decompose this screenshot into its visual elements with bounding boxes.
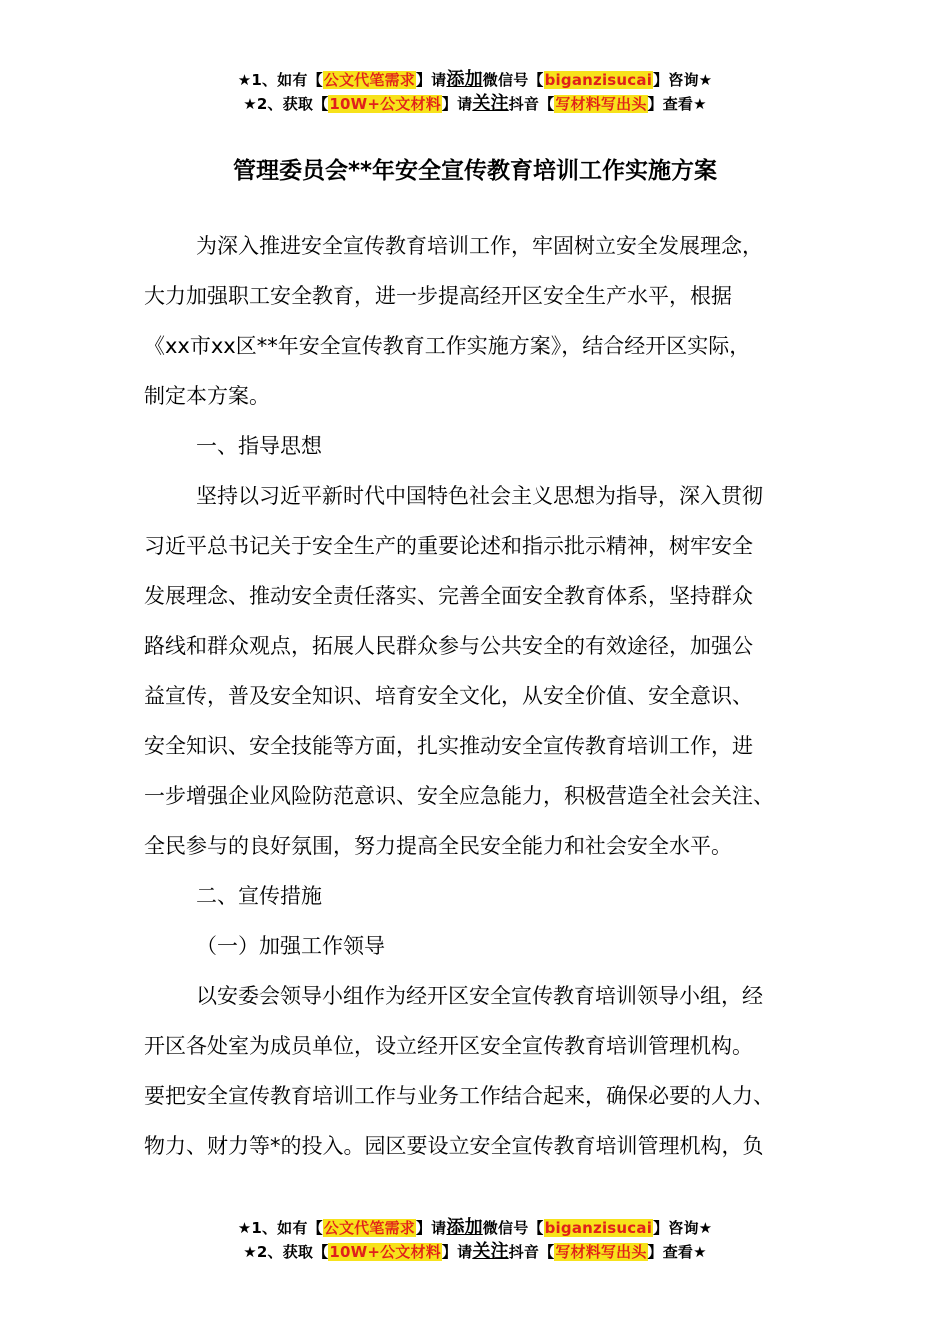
section-heading-1: 一、指导思想 <box>196 434 322 458</box>
body-line: 路线和群众观点，拓展人民群众参与公共安全的有效途径，加强公 <box>144 634 753 658</box>
banner-line-2: ★2、获取【10W+公文材料】请关注抖音【写材料写出头】查看★ <box>243 93 707 114</box>
body-line: 以安委会领导小组作为经开区安全宣传教育培训领导小组，经 <box>196 984 763 1008</box>
body-line: 物力、财力等*的投入。园区要设立安全宣传教育培训管理机构，负 <box>144 1134 764 1158</box>
highlight-douyin: 写材料写出头 <box>555 1243 647 1261</box>
highlight-wechat-id: biganzisucai <box>544 1219 653 1237</box>
body-line: 习近平总书记关于安全生产的重要论述和指示批示精神，树牢安全 <box>144 534 753 558</box>
body-line: 一步增强企业风险防范意识、安全应急能力，积极营造全社会关注、 <box>144 784 774 808</box>
banner-line-1: ★1、如有【公文代笔需求】请添加微信号【biganzisucai】咨询★ <box>237 1217 713 1238</box>
footer-banner <box>0 1216 950 1264</box>
highlight-service: 公文代笔需求 <box>323 71 415 89</box>
body-line: 《xx市xx区**年安全宣传教育工作实施方案》，结合经开区实际， <box>144 334 751 358</box>
body-line: 开区各处室为成员单位，设立经开区安全宣传教育培训管理机构。 <box>144 1034 753 1058</box>
highlight-materials: 10W+公文材料 <box>329 1243 441 1261</box>
document-body <box>144 221 812 1171</box>
highlight-service: 公文代笔需求 <box>323 1219 415 1237</box>
banner-line-2: ★2、获取【10W+公文材料】请关注抖音【写材料写出头】查看★ <box>243 1241 707 1262</box>
body-line: 大力加强职工安全教育，进一步提高经开区安全生产水平，根据 <box>144 284 732 308</box>
body-line: 全民参与的良好氛围，努力提高全民安全能力和社会安全水平。 <box>144 834 732 858</box>
header-banner <box>0 68 950 116</box>
body-line: 制定本方案。 <box>144 384 270 408</box>
body-line: 安全知识、安全技能等方面，扎实推动安全宣传教育培训工作，进 <box>144 734 753 758</box>
body-line: 坚持以习近平新时代中国特色社会主义思想为指导，深入贯彻 <box>196 484 763 508</box>
document-title: 管理委员会**年安全宣传教育培训工作实施方案 <box>232 158 718 184</box>
body-line: 要把安全宣传教育培训工作与业务工作结合起来，确保必要的人力、 <box>144 1084 774 1108</box>
section-heading-2: 二、宣传措施 <box>196 884 322 908</box>
highlight-materials: 10W+公文材料 <box>329 95 441 113</box>
body-line: 发展理念、推动安全责任落实、完善全面安全教育体系，坚持群众 <box>144 584 753 608</box>
banner-line-1: ★1、如有【公文代笔需求】请添加微信号【biganzisucai】咨询★ <box>237 69 713 90</box>
highlight-wechat-id: biganzisucai <box>544 71 653 89</box>
highlight-douyin: 写材料写出头 <box>555 95 647 113</box>
body-line: 益宣传，普及安全知识、培育安全文化，从安全价值、安全意识、 <box>144 684 753 708</box>
body-line: 为深入推进安全宣传教育培训工作，牢固树立安全发展理念， <box>196 234 763 258</box>
subsection-heading-1: （一）加强工作领导 <box>196 934 385 958</box>
